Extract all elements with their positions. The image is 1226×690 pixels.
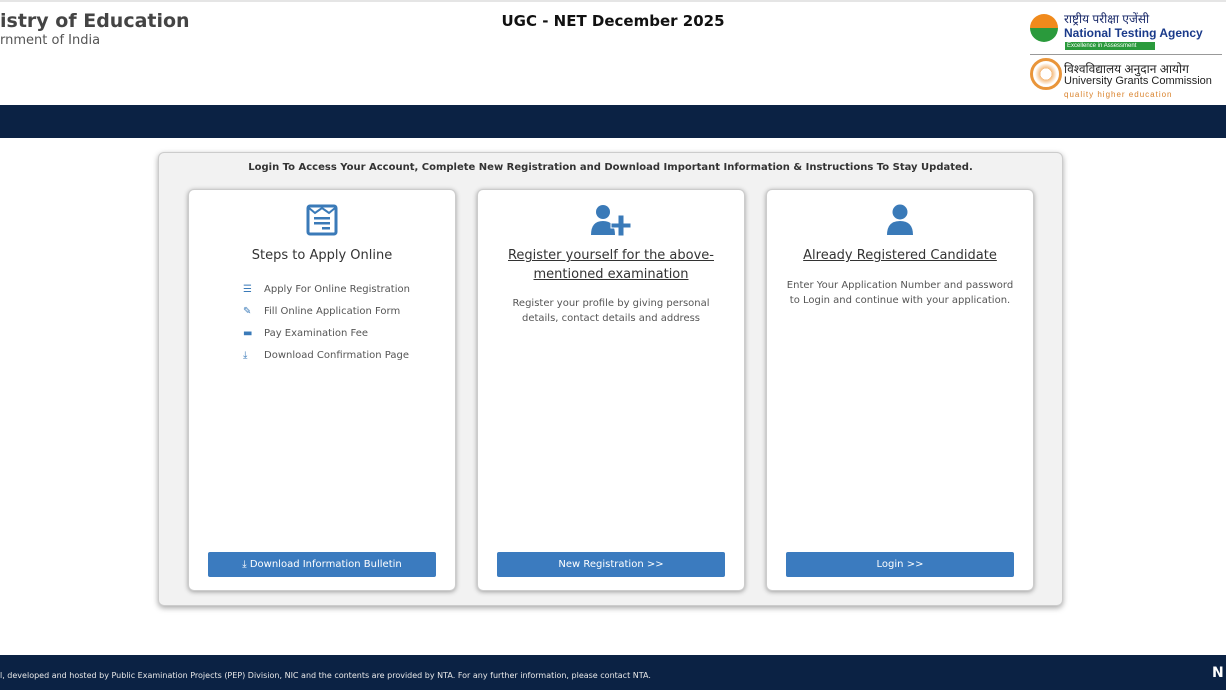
card-description: Enter Your Application Number and password to Login and continue with your application. xyxy=(786,280,1014,306)
login-card xyxy=(766,189,1034,591)
ugc-name-hindi: विश्वविद्यालय अनुदान आयोग xyxy=(1064,62,1189,76)
ministry-name: istry of Education xyxy=(0,10,190,32)
nta-logo-icon xyxy=(1030,14,1058,42)
header xyxy=(0,0,1226,105)
download-bulletin-button[interactable] xyxy=(208,552,436,577)
nav-band xyxy=(0,105,1226,138)
step-label: Download Confirmation Page xyxy=(264,349,409,361)
step-label: Apply For Online Registration xyxy=(264,283,410,295)
download-icon: ⤓ xyxy=(242,559,250,570)
footer-logo: N xyxy=(1212,665,1224,681)
user-plus-icon xyxy=(478,204,744,240)
nta-tagline: Excellence in Assessment xyxy=(1065,42,1155,50)
step-label: Pay Examination Fee xyxy=(264,327,368,339)
list-item xyxy=(243,344,410,366)
government-name: rnment of India xyxy=(0,33,101,48)
user-icon xyxy=(767,204,1033,240)
intro-text: Login To Access Your Account, Complete New Registration and Download Important Information & Instructions To Stay Updated. xyxy=(248,162,973,173)
footer-text: l, developed and hosted by Public Examination Projects (PEP) Division, NIC and the contents are provided by NTA. For any further information, please contact NTA. xyxy=(0,671,651,680)
edit-icon: ✎ xyxy=(243,305,252,317)
list-item xyxy=(243,322,410,344)
card-title: Steps to Apply Online xyxy=(251,248,393,263)
card-description: Register your profile by giving personal details, contact details and address xyxy=(512,298,710,324)
nta-name: National Testing Agency xyxy=(1064,26,1203,40)
form-icon xyxy=(189,204,455,240)
nta-name-hindi: राष्ट्रीय परीक्षा एजेंसी xyxy=(1064,12,1150,26)
steps-card xyxy=(188,189,456,591)
login-link[interactable]: Already Registered Candidate xyxy=(803,248,997,263)
logo-divider xyxy=(1030,54,1222,55)
step-label: Fill Online Application Form xyxy=(264,305,401,317)
register-link[interactable]: Register yourself for the above-mentioned examination xyxy=(507,248,714,282)
download-icon: ⤓ xyxy=(243,349,248,361)
list-icon: ☰ xyxy=(243,283,252,295)
list-item xyxy=(243,300,410,322)
new-registration-button[interactable]: New Registration >> xyxy=(497,552,725,577)
main-panel xyxy=(158,152,1063,606)
ugc-logo-icon xyxy=(1030,58,1062,90)
ugc-name: University Grants Commission xyxy=(1064,75,1212,87)
button-label: Download Information Bulletin xyxy=(249,559,402,570)
ugc-tagline: quality higher education xyxy=(1064,90,1173,99)
steps-list xyxy=(243,278,410,366)
register-card xyxy=(477,189,745,591)
footer xyxy=(0,655,1226,690)
login-button[interactable]: Login >> xyxy=(786,552,1014,577)
credit-card-icon: ▬ xyxy=(243,327,253,339)
list-item xyxy=(243,278,410,300)
page-title: UGC - NET December 2025 xyxy=(501,12,725,30)
